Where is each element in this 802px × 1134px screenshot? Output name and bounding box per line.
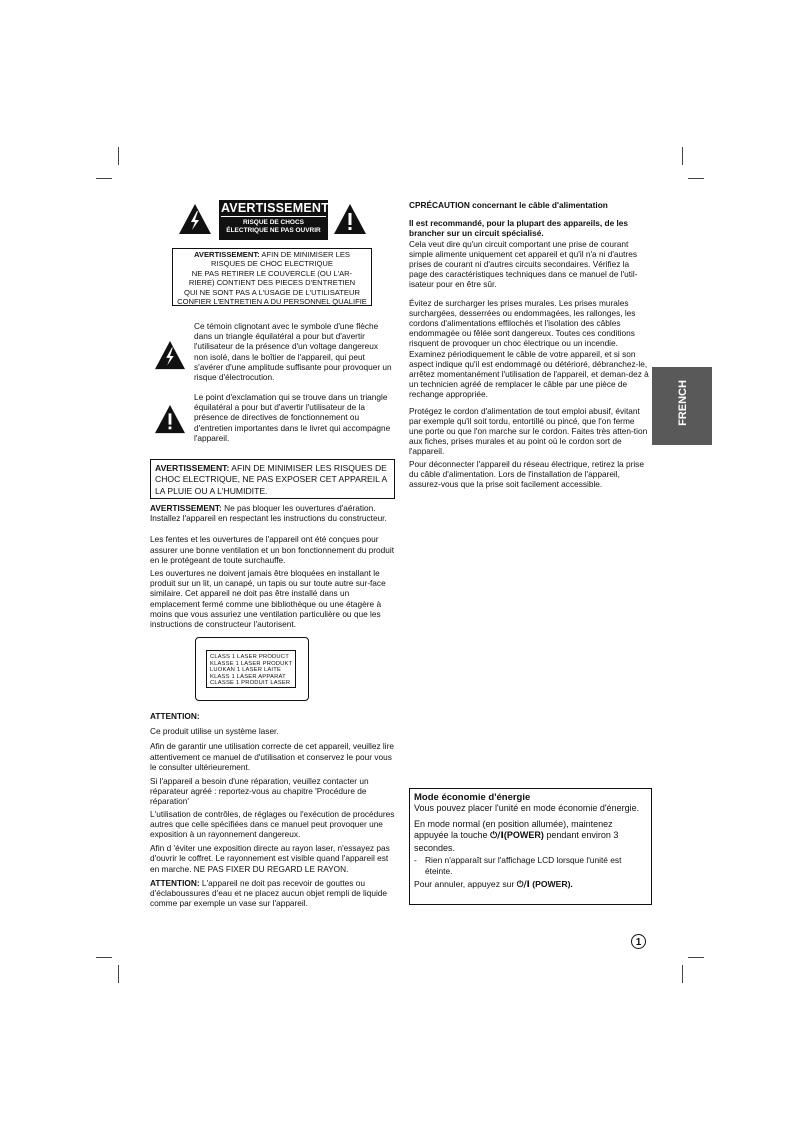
eco-p2a: En mode normal (en position allumée), maintenez appuyée la touche [414, 818, 613, 841]
laser-line: KLASS 1 LASER APPARAT [210, 673, 286, 680]
eco-p3b: (POWER). [529, 879, 573, 890]
warning-line2: RISQUES DE CHOC ELECTRIQUE [211, 259, 333, 269]
warning-line1: AFIN DE MINIMISER LES [259, 250, 350, 259]
warning-line6: CONFIER L'ENTRETIEN A DU PERSONNEL QUALIFIE [177, 297, 367, 307]
banner-title: AVERTISSEMENT [221, 201, 329, 215]
right-column [409, 200, 649, 492]
crop-mark [118, 147, 119, 165]
avertissement-banner [219, 200, 328, 240]
banner-sub2: ÉLECTRIQUE NE PAS OUVRIR [226, 227, 321, 234]
power-cord-p4: Pour déconnecter l'appareil du réseau électrique, retirez la prise du câble d'alimentation. Lors de l'installation de l'appareil, assurez-vous que la prise soit facilement accessible. [409, 458, 644, 490]
flash-text: Ce témoin clignotant avec le symbole d'une flèche dans un triangle équilatéral a pour but d'avertir l'utilisateur de la présence d'un voltage dangereux non isolé, dans le boîtier de l'appareil, qui peut s'avérer d'une amplitude suffisante pour provoquer un risque d'électrocution. [194, 321, 392, 383]
power-cord-subheading: Il est recommandé, pour la plupart des appareils, de les brancher sur un circuit spécialisé. [409, 218, 629, 239]
language-tab-label: FRENCH [677, 380, 689, 426]
crop-mark [682, 147, 683, 165]
crop-mark [96, 178, 112, 179]
eco-bullet-text: Rien n'apparaît sur l'affichage LCD lorsque l'unité est éteinte. [425, 855, 622, 876]
crop-mark [96, 957, 112, 958]
attention-p2: Afin de garantir une utilisation correcte de cet appareil, veuillez lire attentivement ce manuel de d'utilisation et conservez le pour vous le consulter ultérieurement. [150, 741, 394, 772]
energy-saving-box [409, 788, 652, 905]
eco-p2b: pendant environ 3 secondes. [414, 830, 619, 853]
eco-p3 [414, 879, 647, 891]
power-cord-p1: Cela veut dire qu'un circuit comportant une prise de courant simple alimente uniquement cet appareil et qu'il n'a ni d'autres prises de courant ni d'autres circuits secondaires. Vérifiez la page des caractéristiques techniques dans ce manuel de l'util-isateur pour en être sûr. [409, 238, 638, 290]
eco-p3a: Pour annuler, appuyez sur [414, 879, 517, 890]
power-icon: ⏻/I [490, 831, 504, 842]
attention-p6-lead: ATTENTION: [150, 877, 200, 888]
crop-mark [688, 178, 704, 179]
laser-line: LUOKAN 1 LASER LAITE [210, 667, 282, 674]
laser-line: CLASSE 1 PRODUIT LASER [210, 680, 291, 687]
banner-sub1: RISQUE DE CHOCS [242, 219, 305, 226]
language-tab [652, 367, 712, 445]
power-cord-p3: Protégez le cordon d'alimentation de tout emploi abusif, évitant par exemple qu'il soit tordu, entortillé ou pincé, que l'on ferme une porte ou que l'on marche sur le cordon. Faites très atten-tion aux fiches, prises murales et au point où le cordon sort de l'appareil. [409, 405, 648, 457]
warning-line4: RIERE) CONTIENT DES PIECES D'ENTRETIEN [188, 278, 356, 288]
fentes-paragraph-2: Les ouvertures ne doivent jamais être bloquées en installant le produit sur un lit, un canapé, un tapis ou sur toute autre sur-face similaire. Cet appareil ne doit pas être installé dans un emplacement fermé comme une bibliothèque ou une étagère à moins que vous assuriez une ventilation particulière ou que les instructions de constructeur l'autorisent. [150, 568, 386, 630]
ventilation-text: Ne pas bloquer les ouvertures d'aération. Installez l'appareil en respectant les instructions du constructeur. [150, 503, 387, 524]
warning-lead: AVERTISSEMENT: [194, 250, 260, 259]
attention-p6-text: L'appareil ne doit pas recevoir de gouttes ou d'éclaboussures d'eau et ne placez aucun objet rempli de liquide comme par exemple un vase sur l'appareil. [150, 877, 388, 909]
left-column-body [150, 503, 395, 632]
laser-line: KLASSE 1 LASER PRODUKT [210, 660, 293, 667]
ventilation-lead: AVERTISSEMENT: [150, 503, 222, 513]
attention-title: ATTENTION: [150, 711, 200, 721]
eco-bullet: - Rien n'apparaît sur l'affichage LCD lorsque l'unité est éteinte. [414, 855, 647, 876]
warning-line3: NE PAS RETIRER LE COUVERCLE (OU L'AR- [191, 268, 353, 278]
crop-mark [688, 957, 704, 958]
power-label: (POWER) [503, 830, 544, 841]
laser-label-inner [206, 650, 296, 688]
attention-p1: Ce produit utilise un système laser. [150, 726, 279, 737]
exclaim-text: Le point d'exclamation qui se trouve dans un triangle équilatéral a pour but d'avertir l'utilisateur de la présence de directives de fonctionnement ou d'entretien importantes dans le livret qui accompagne l'appareil. [194, 392, 391, 443]
power-cord-heading: CPRÉCAUTION concernant le câble d'alimentation [409, 200, 608, 210]
rain-text: AFIN DE MINIMISER LES RISQUES DE CHOC ELECTRIQUE, NE PAS EXPOSER CET APPAREIL A LA PLUIE OU A L'HUMIDITE. [155, 463, 387, 496]
exclamation-warning-icon [154, 404, 186, 434]
rain-lead: AVERTISSEMENT: [155, 463, 230, 473]
fentes-paragraph-1: Les fentes et les ouvertures de l'appareil ont été conçues pour assurer une bonne ventilation et un bon fonctionnement du produit en le protégeant de toute surchauffe. [150, 534, 395, 565]
attention-p3: Si l'appareil a besoin d'une réparation, veuillez contacter un réparateur agréé : reportez-vous au chapitre 'Procédure de réparation' [150, 776, 369, 807]
attention-p5: Afin d 'éviter une exposition directe au rayon laser, n'essayez pas d'ouvrir le coffret. Le rayonnement est visible quand l'appareil est en marche. NE PAS FIXER DU REGARD LE RAYON. [150, 843, 390, 874]
warning-box [172, 248, 372, 306]
eco-p1: Vous pouvez placer l'unité en mode économie d'énergie. [414, 803, 640, 814]
eco-title: Mode économie d'énergie [414, 792, 531, 803]
exclamation-warning-icon [333, 203, 367, 235]
laser-label [195, 637, 309, 701]
power-icon: ⏻/I [516, 880, 530, 891]
lightning-warning-icon [178, 203, 212, 235]
eco-p2 [414, 819, 647, 854]
lightning-warning-icon [154, 340, 186, 370]
attention-p4: L'utilisation de contrôles, de réglages ou l'exécution de procédures autres que celle spécifiées dans ce manuel peut provoquer une exposition à un rayonnement dangereux. [150, 808, 395, 840]
ventilation-paragraph [150, 503, 395, 523]
page-number: 1 [631, 934, 646, 949]
rain-warning-box [150, 459, 395, 499]
power-cord-p2: Évitez de surcharger les prises murales. Les prises murales surchargées, desserrées ou endommagées, les rallonges, les cordons d'alimentations effilochés et l'isolation des câbles endommagée ou fêlée sont dangereux. Toutes ces conditions risquent de provoquer un choc électrique ou un incendie. Examinez périodiquement le câble de votre appareil, et si son aspect indique qu'il est endommagé ou détérioré, débranchez-le, arrêtez momentanément l'utilisation de l'appareil, et deman-dez à un technicien agréé de remplacer le câble par une pièce de rechange appropriée. [409, 297, 649, 400]
attention-section [150, 711, 395, 911]
crop-mark [118, 965, 119, 983]
warning-line5: QUI NE SONT PAS A L'USAGE DE L'UTILISATEUR [184, 287, 360, 297]
laser-line: CLASS 1 LASER PRODUCT [210, 654, 289, 660]
attention-p6 [150, 878, 395, 909]
crop-mark [682, 965, 683, 983]
